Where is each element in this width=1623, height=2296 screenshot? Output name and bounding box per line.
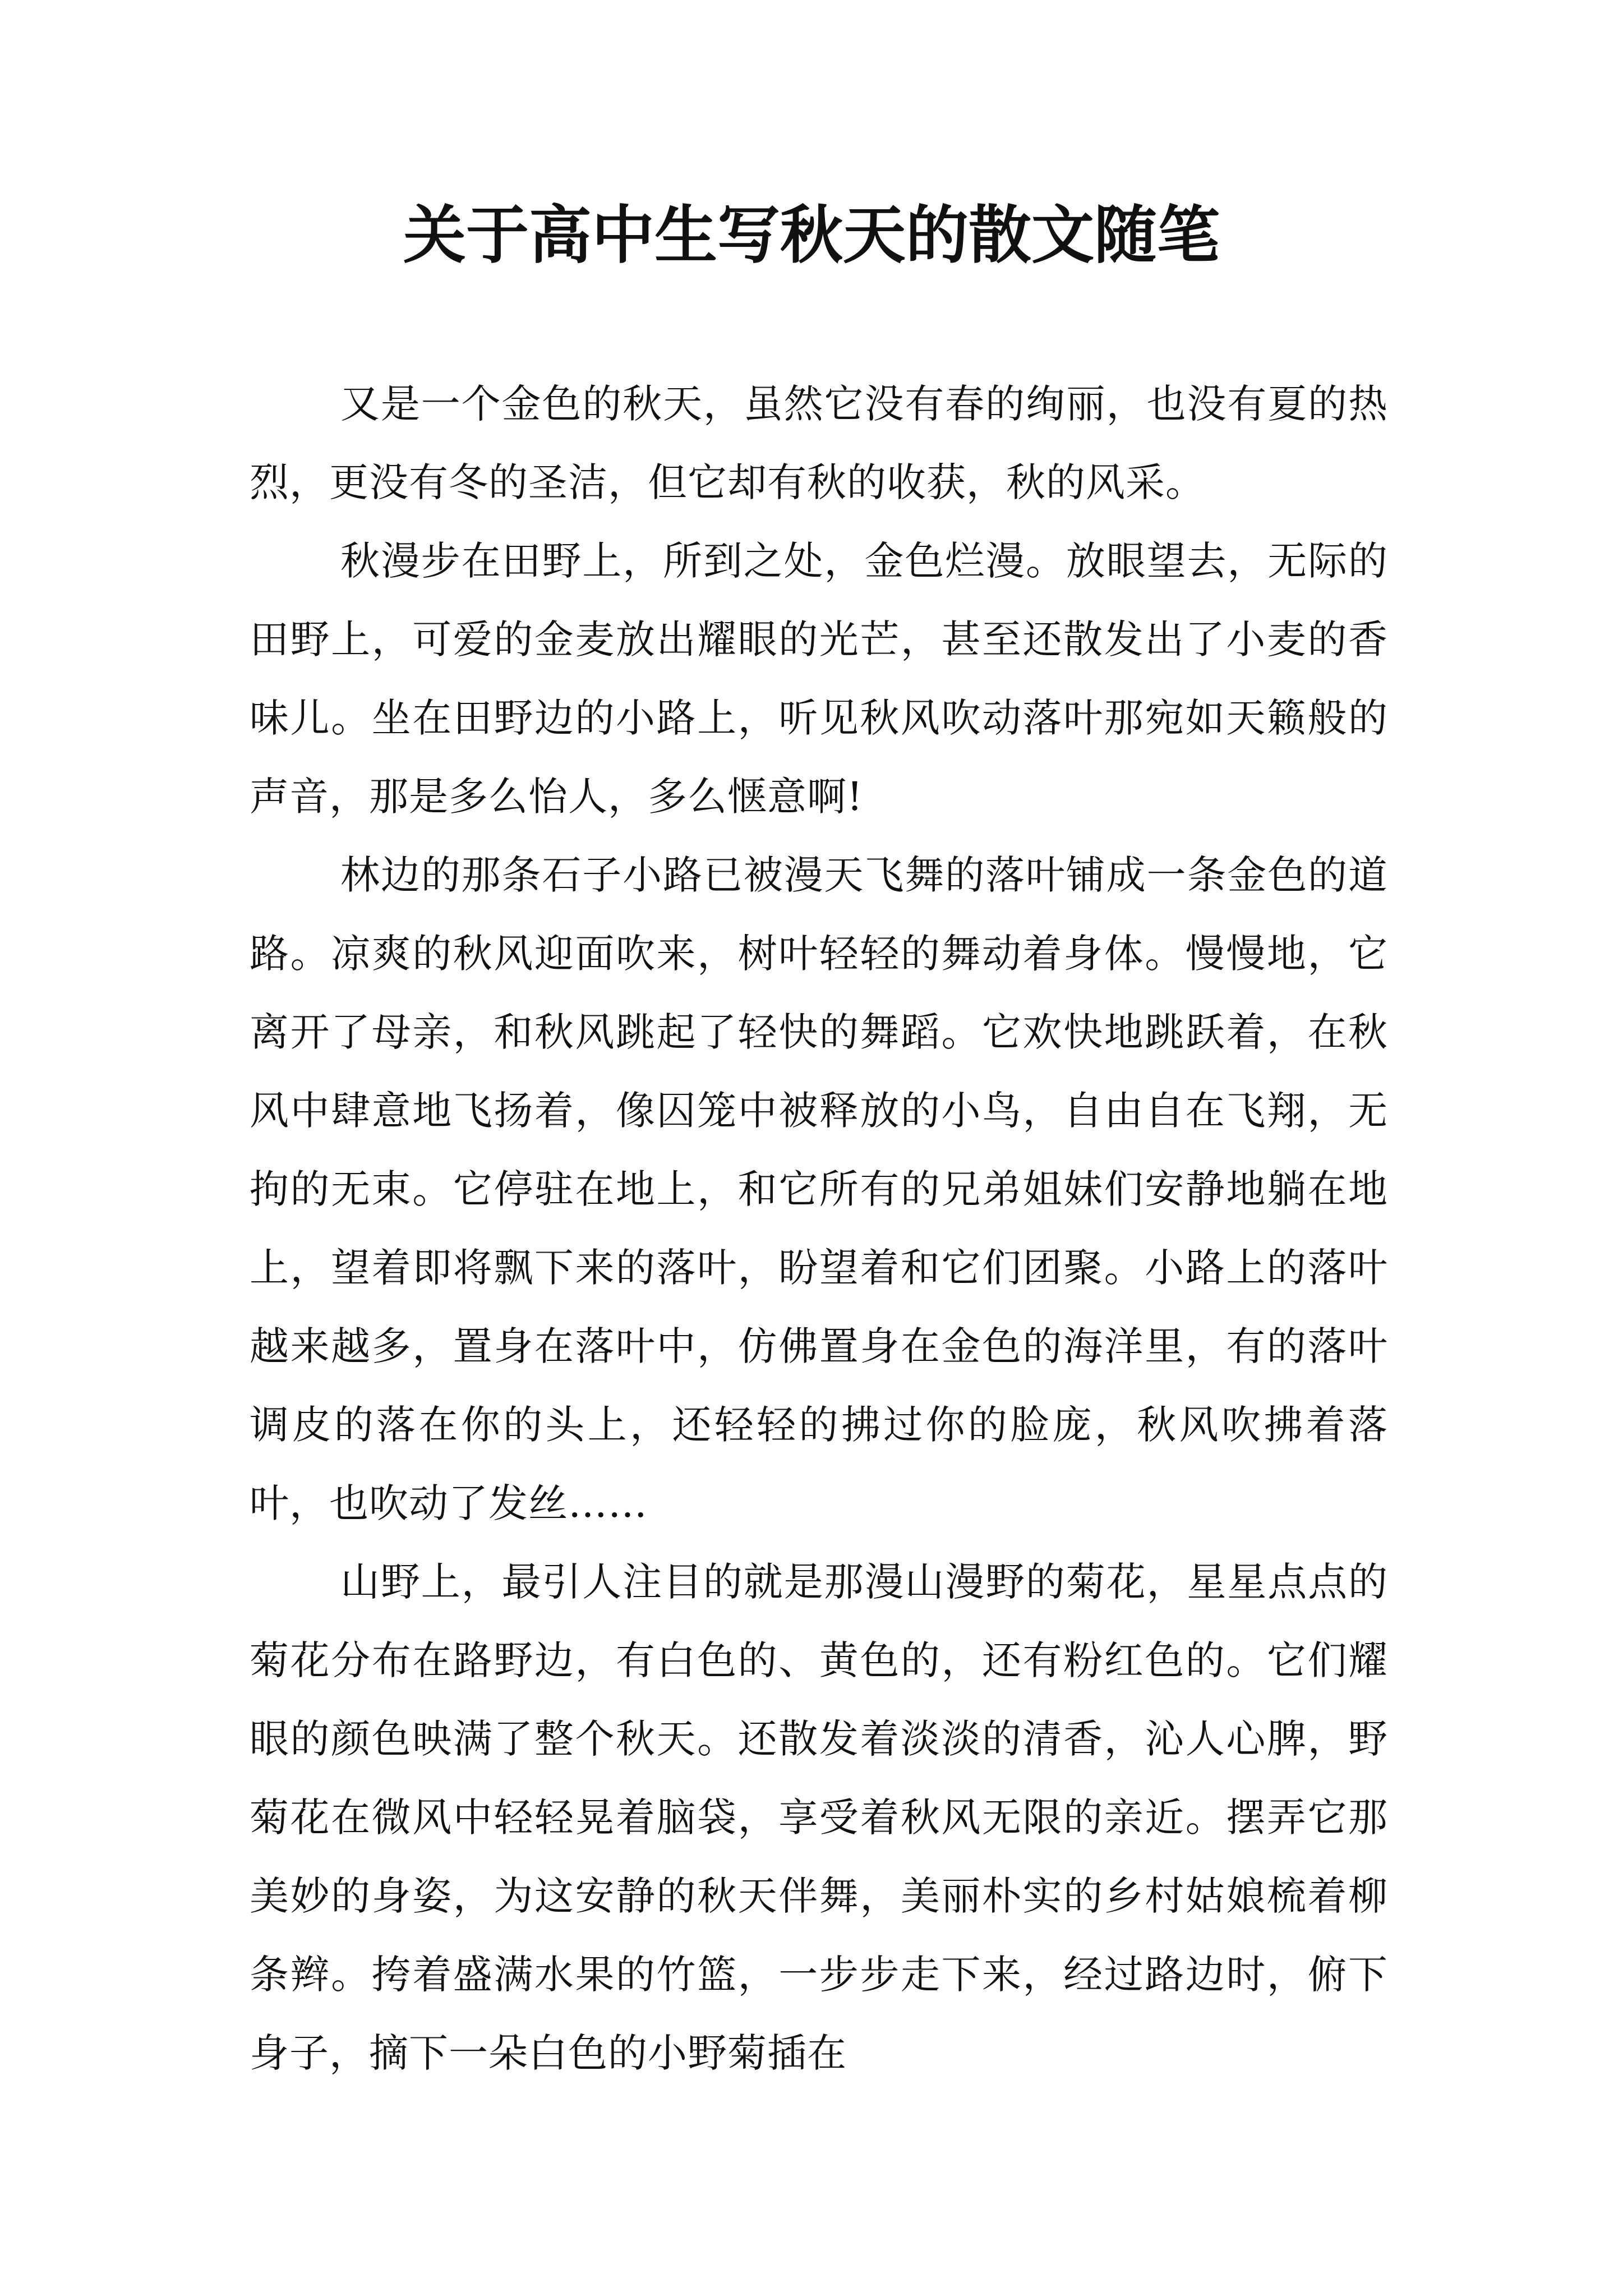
paragraph-2: 秋漫步在田野上，所到之处，金色烂漫。放眼望去，无际的田野上，可爱的金麦放出耀眼的光芒，甚至还散发出了小麦的香味儿。坐在田野边的小路上，听见秋风吹动落叶那宛如天籁般的声音，那是多么怡人，多么惬意啊! [250, 538, 1388, 820]
document-body [250, 365, 1388, 2092]
paragraph-1: 又是一个金色的秋天，虽然它没有春的绚丽，也没有夏的热烈，更没有冬的圣洁，但它却有秋的收获，秋的风采。 [250, 381, 1388, 505]
paragraph-3: 林边的那条石子小路已被漫天飞舞的落叶铺成一条金色的道路。凉爽的秋风迎面吹来，树叶轻轻的舞动着身体。慢慢地，它离开了母亲，和秋风跳起了轻快的舞蹈。它欢快地跳跃着，在秋风中肆意地飞扬着，像囚笼中被释放的小鸟，自由自在飞翔，无拘的无束。它停驻在地上，和它所有的兄弟姐妹们安静地躺在地上，望着即将飘下来的落叶，盼望着和它们团聚。小路上的落叶越来越多，置身在落叶中，仿佛置身在金色的海洋里，有的落叶调皮的落在你的头上，还轻轻的拂过你的脸庞，秋风吹拂着落叶，也吹动了发丝…… [250, 852, 1388, 1526]
paragraph-4: 山野上，最引人注目的就是那漫山漫野的菊花，星星点点的菊花分布在路野边，有白色的、黄色的，还有粉红色的。它们耀眼的颜色映满了整个秋天。还散发着淡淡的清香，沁人心脾，野菊花在微风中轻轻晃着脑袋，享受着秋风无限的亲近。摆弄它那美妙的身姿，为这安静的秋天伴舞，美丽朴实的乡村姑娘梳着柳条辫。挎着盛满水果的竹篮，一步步走下来，经过路边时，俯下身子，摘下一朵白色的小野菊插在 [250, 1559, 1388, 2076]
document-title: 关于高中生写秋天的散文随笔 [403, 199, 1220, 272]
